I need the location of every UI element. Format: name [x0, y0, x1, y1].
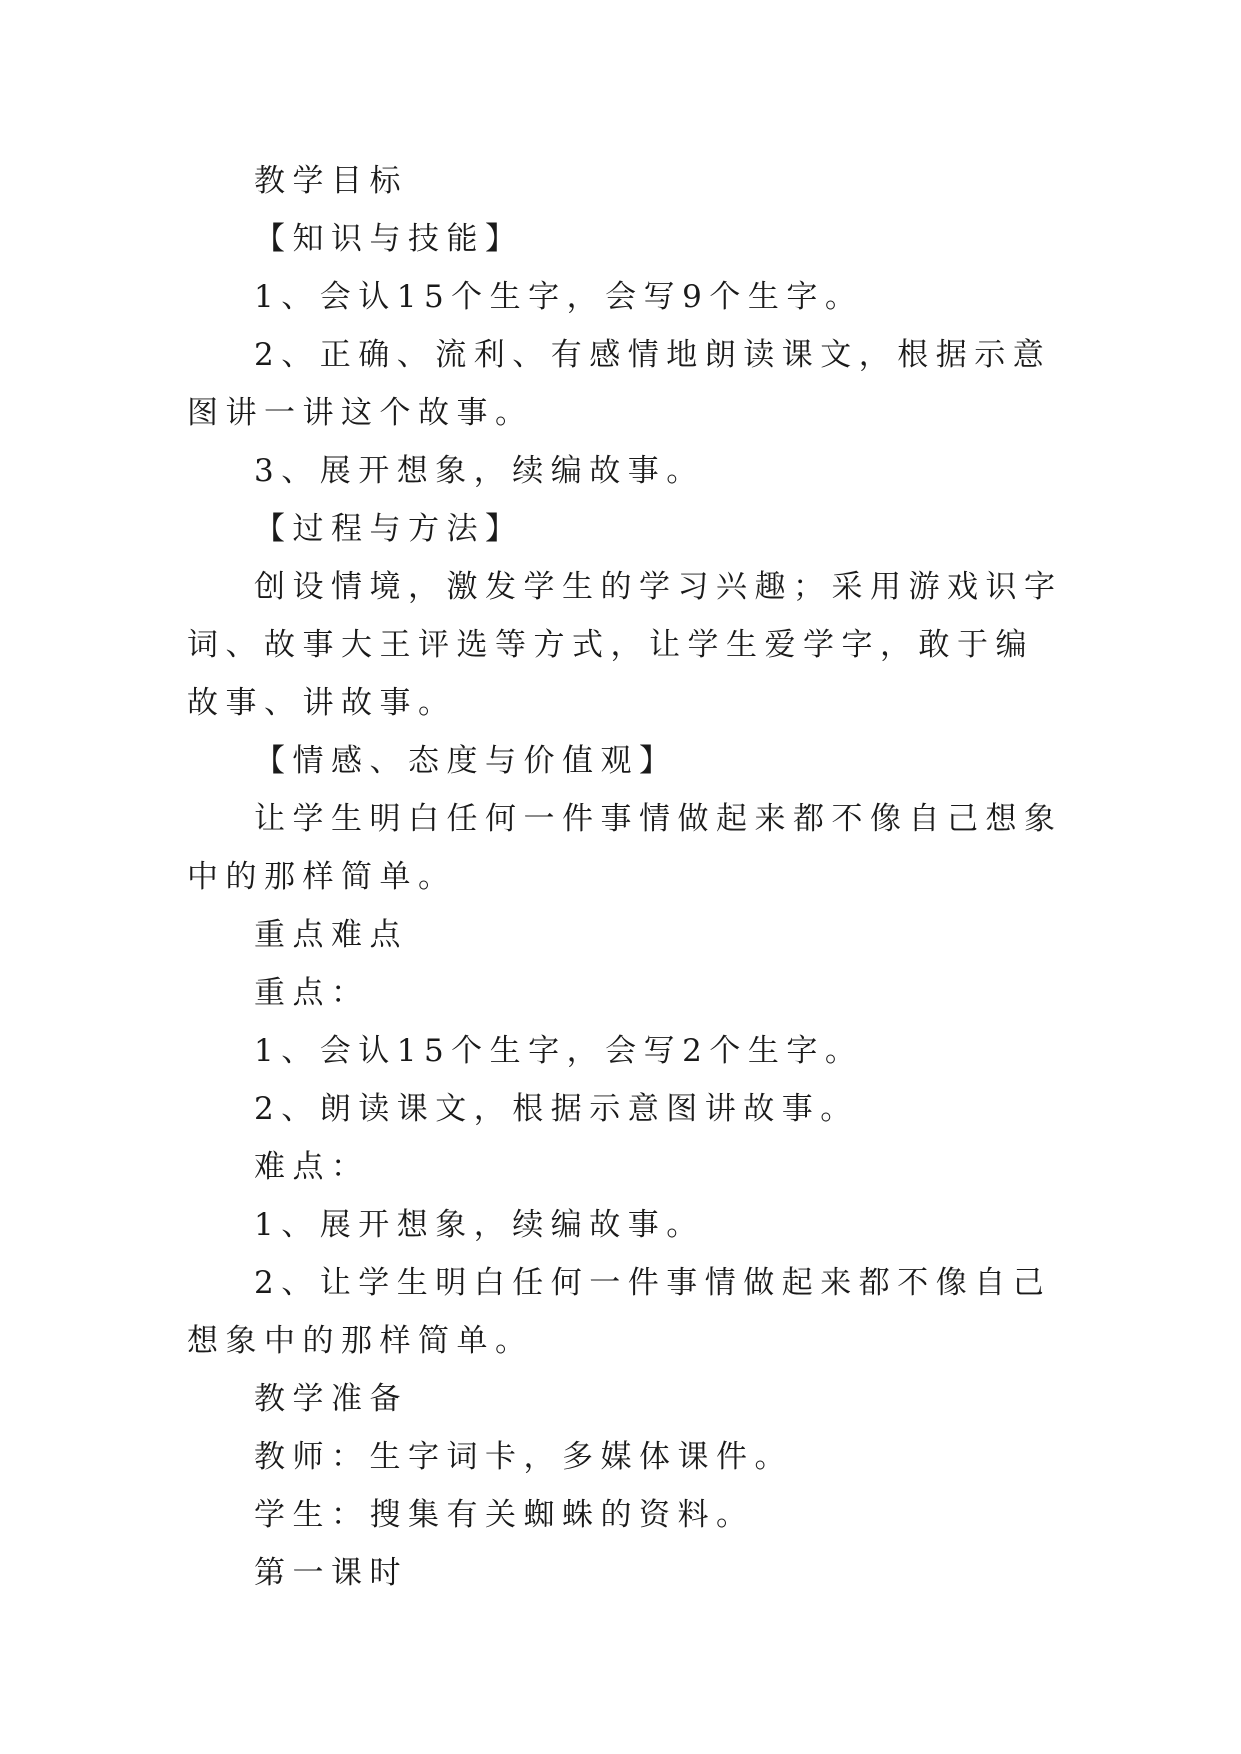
preparation-student: 学生：搜集有关蜘蛛的资料。: [254, 1497, 755, 1533]
difficult-point-item: 1、展开想象，续编故事。: [254, 1207, 705, 1243]
heading-key-difficult-points: 重点难点: [254, 917, 408, 953]
heading-first-lesson: 第一课时: [254, 1555, 408, 1591]
key-point-item: 1、会认15个生字，会写2个生字。: [254, 1033, 864, 1069]
objective-item: 1、会认15个生字，会写9个生字。: [254, 279, 864, 315]
objective-item: 3、展开想象，续编故事。: [254, 453, 705, 489]
preparation-teacher: 教师：生字词卡，多媒体课件。: [254, 1439, 793, 1475]
key-point-item: 2、朗读课文，根据示意图讲故事。: [254, 1091, 859, 1127]
process-methods-text: 创设情境，激发学生的学习兴趣；采用游戏识字词、故事大王评选等方式，让学生爱学字，敢于编故事、讲故事。: [187, 569, 1063, 721]
heading-teaching-preparation: 教学准备: [254, 1381, 408, 1417]
subheading-knowledge-skills: 【知识与技能】: [254, 221, 524, 257]
emotion-values-text: 让学生明白任何一件事情做起来都不像自己想象中的那样简单。: [187, 801, 1063, 895]
heading-teaching-objectives: 教学目标: [254, 163, 408, 199]
label-key-points: 重点：: [254, 975, 370, 1011]
label-difficult-points: 难点：: [254, 1149, 370, 1185]
objective-item: 2、正确、流利、有感情地朗读课文，根据示意图讲一讲这个故事。: [187, 337, 1052, 431]
document-body: [187, 152, 1067, 1602]
subheading-emotion-values: 【情感、态度与价值观】: [254, 743, 678, 779]
subheading-process-methods: 【过程与方法】: [254, 511, 524, 547]
difficult-point-item: 2、让学生明白任何一件事情做起来都不像自己想象中的那样简单。: [187, 1265, 1052, 1359]
